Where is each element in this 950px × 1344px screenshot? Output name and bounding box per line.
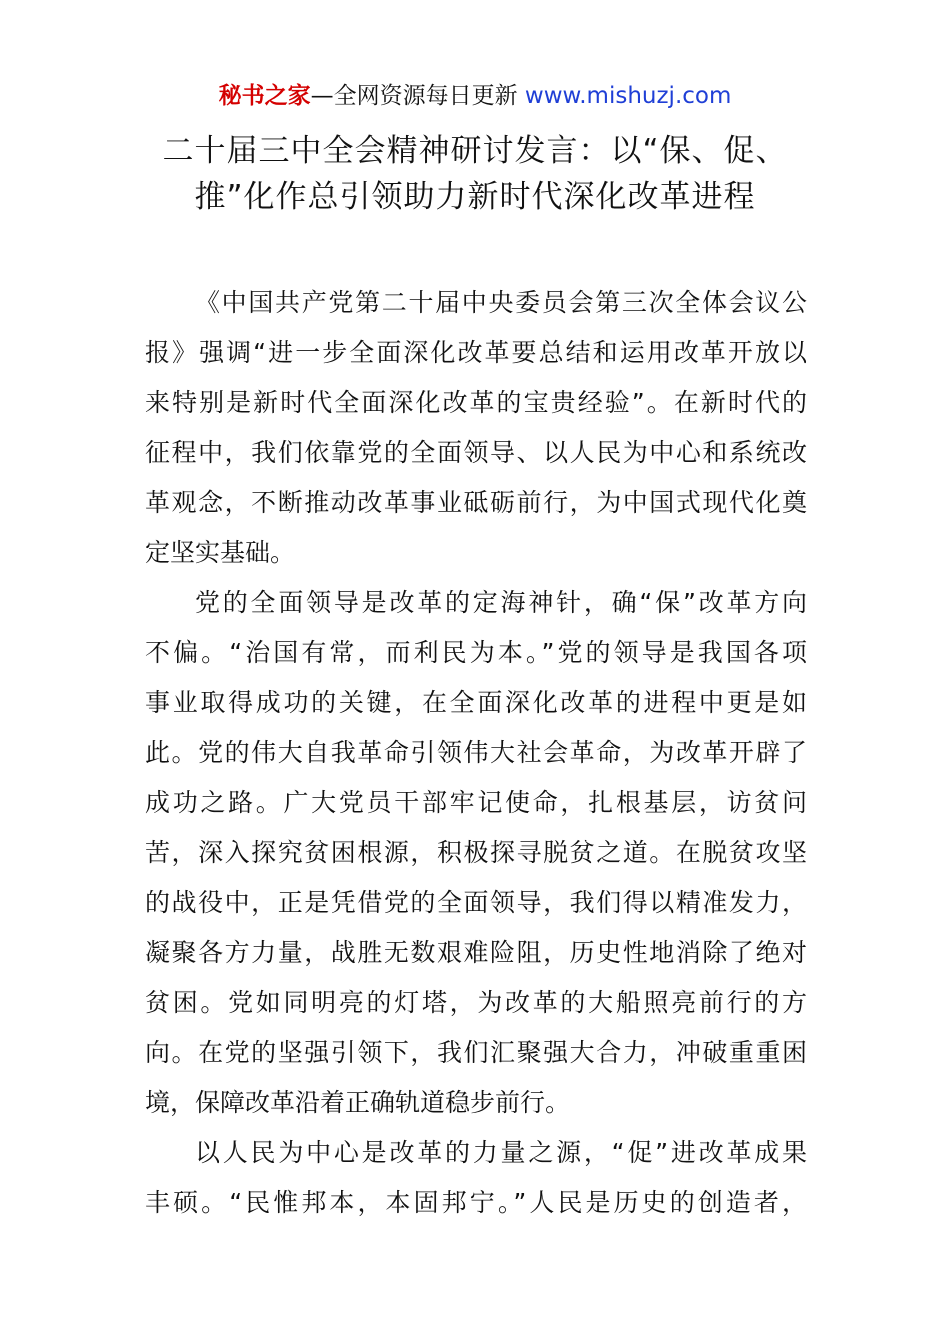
title-line: 推”化作总引领助力新时代深化改革进程 [194,179,756,215]
site-url-link[interactable]: www.mishuzj.com [524,83,732,109]
paragraph-line: 苦，深入探究贫困根源，积极探寻脱贫之道。在脱贫攻坚 [145,838,807,867]
paragraph-line: 的战役中，正是凭借党的全面领导，我们得以精准发力， [145,888,807,917]
title-line: 二十届三中全会精神研讨发言：以“保、促、 [162,133,788,169]
site-header [0,80,950,112]
paragraph-line: 事业取得成功的关键，在全面深化改革的进程中更是如 [145,688,807,717]
paragraph-line: 凝聚各方力量，战胜无数艰难险阻，历史性地消除了绝对 [145,938,807,967]
paragraph-line: 革观念，不断推动改革事业砥砺前行，为中国式现代化奠 [145,488,807,517]
paragraph-line: 不偏。“治国有常，而利民为本。”党的领导是我国各项 [145,638,807,667]
paragraph-line: 来特别是新时代全面深化改革的宝贵经验”。在新时代的 [145,388,807,417]
brand-name: 秘书之家 [218,83,311,109]
paragraph-line: 成功之路。广大党员干部牢记使命，扎根基层，访贫问 [145,788,807,817]
paragraph-line: 此。党的伟大自我革命引领伟大社会革命，为改革开辟了 [145,738,807,767]
paragraph-line: 党的全面领导是改革的定海神针，确“保”改革方向 [195,588,807,617]
paragraph-line: 境，保障改革沿着正确轨道稳步前行。 [145,1088,571,1117]
document-title [100,128,850,220]
paragraph-line: 定坚实基础。 [145,538,296,567]
document-body [145,278,807,1228]
paragraph-line: 《中国共产党第二十届中央委员会第三次全体会议公 [195,288,807,317]
header-tagline: —全网资源每日更新 [310,83,525,109]
paragraph-line: 征程中，我们依靠党的全面领导、以人民为中心和系统改 [145,438,807,467]
paragraph-line: 以人民为中心是改革的力量之源，“促”进改革成果 [195,1138,807,1167]
paragraph-line: 丰硕。“民惟邦本，本固邦宁。”人民是历史的创造者， [145,1188,807,1217]
paragraph-line: 报》强调“进一步全面深化改革要总结和运用改革开放以 [145,338,807,367]
paragraph-line: 向。在党的坚强引领下，我们汇聚强大合力，冲破重重困 [145,1038,807,1067]
paragraph-line: 贫困。党如同明亮的灯塔，为改革的大船照亮前行的方 [145,988,807,1017]
